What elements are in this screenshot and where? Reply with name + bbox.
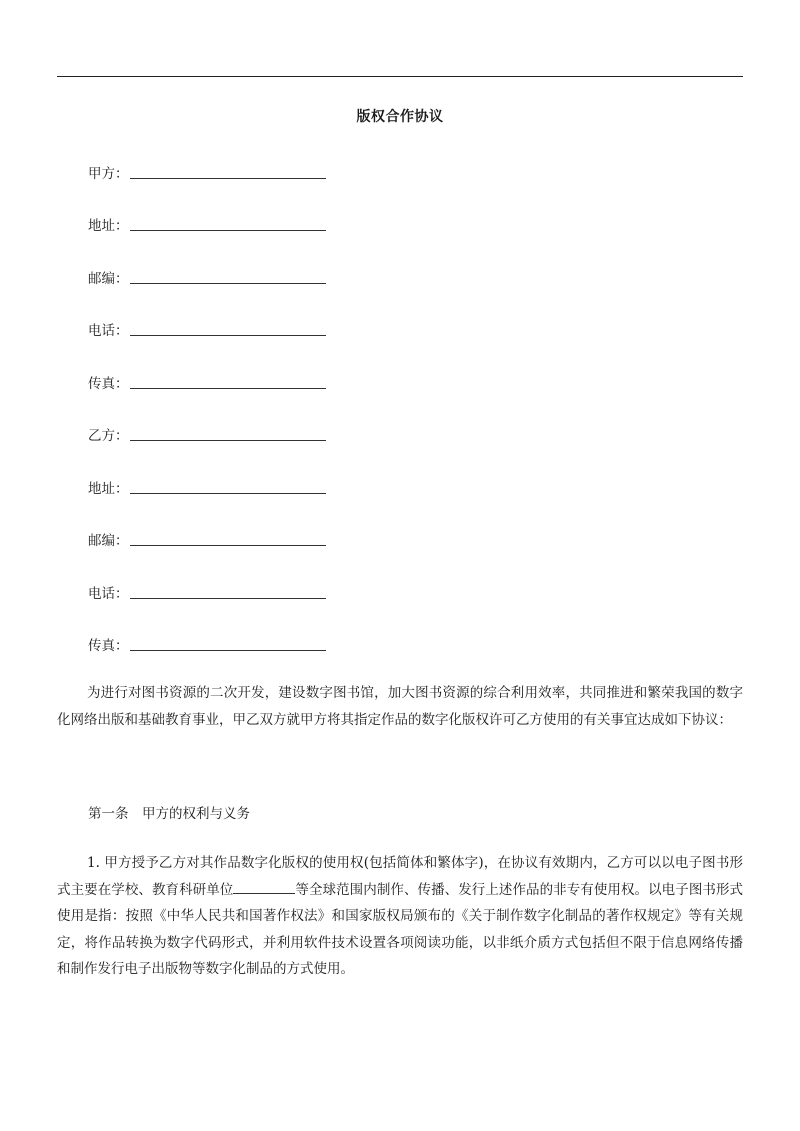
fill-in-blank xyxy=(233,879,295,894)
party-b-postcode-field xyxy=(88,527,326,549)
header-rule xyxy=(57,76,743,77)
field-label: 电话： xyxy=(88,586,129,602)
field-label: 邮编： xyxy=(88,533,129,549)
party-a-address-field xyxy=(88,212,326,234)
field-label: 乙方： xyxy=(88,428,129,444)
clause-1-text-b: 等全球范围内制作、传播、发行上述作品的非专有使用权。以电子图书形式使用是指：按照《中华人民共和国著作权法》和国家版权局颁布的《关于制作数字化制品的著作权规定》等有关规定，将作品转换为数字代码形式，并利用软件技术设置各项阅读功能，以非纸介质方式包括但不限于信息网络传播和制作发行电子出版物等数字化制品的方式使用。 xyxy=(57,881,744,977)
field-label: 传真： xyxy=(88,638,129,654)
preamble-paragraph: 为进行对图书资源的二次开发，建设数字图书馆，加大图书资源的综合利用效率，共同推进和繁荣我国的数字化网络出版和基础教育事业，甲乙双方就甲方将其指定作品的数字化版权许可乙方使用的有关事宜达成如下协议： xyxy=(57,685,743,728)
article-1-heading: 第一条 甲方的权利与义务 xyxy=(88,806,250,822)
fill-in-blank xyxy=(130,229,326,231)
field-label: 邮编： xyxy=(88,271,129,287)
party-b-phone-field xyxy=(88,580,326,602)
fill-in-blank xyxy=(130,544,326,546)
field-label: 传真： xyxy=(88,376,129,392)
clause-1-text-a: 1. 甲方授予乙方对其作品数字化版权的使用权(包括简体和繁体字)，在协议有效期内，乙方可以以电子图书形式主要在学校、教育科研单位 xyxy=(57,855,743,898)
fill-in-blank xyxy=(130,649,326,651)
fill-in-blank xyxy=(130,439,326,441)
document-title: 版权合作协议 xyxy=(356,109,444,125)
fill-in-blank xyxy=(130,334,326,336)
party-a-name-field xyxy=(88,160,326,182)
fill-in-blank xyxy=(130,282,326,284)
fill-in-blank xyxy=(130,177,326,179)
field-label: 地址： xyxy=(88,481,129,497)
party-a-postcode-field xyxy=(88,265,326,287)
field-label: 地址： xyxy=(88,218,129,234)
field-label: 电话： xyxy=(88,323,129,339)
party-b-address-field xyxy=(88,475,326,497)
party-a-phone-field xyxy=(88,317,326,339)
article-1-clause-1 xyxy=(57,850,743,983)
fill-in-blank xyxy=(130,387,326,389)
party-b-name-field xyxy=(88,422,326,444)
field-label: 甲方： xyxy=(88,166,129,182)
fill-in-blank xyxy=(130,597,326,599)
party-a-fax-field xyxy=(88,370,326,392)
fill-in-blank xyxy=(130,492,326,494)
party-b-fax-field xyxy=(88,632,326,654)
